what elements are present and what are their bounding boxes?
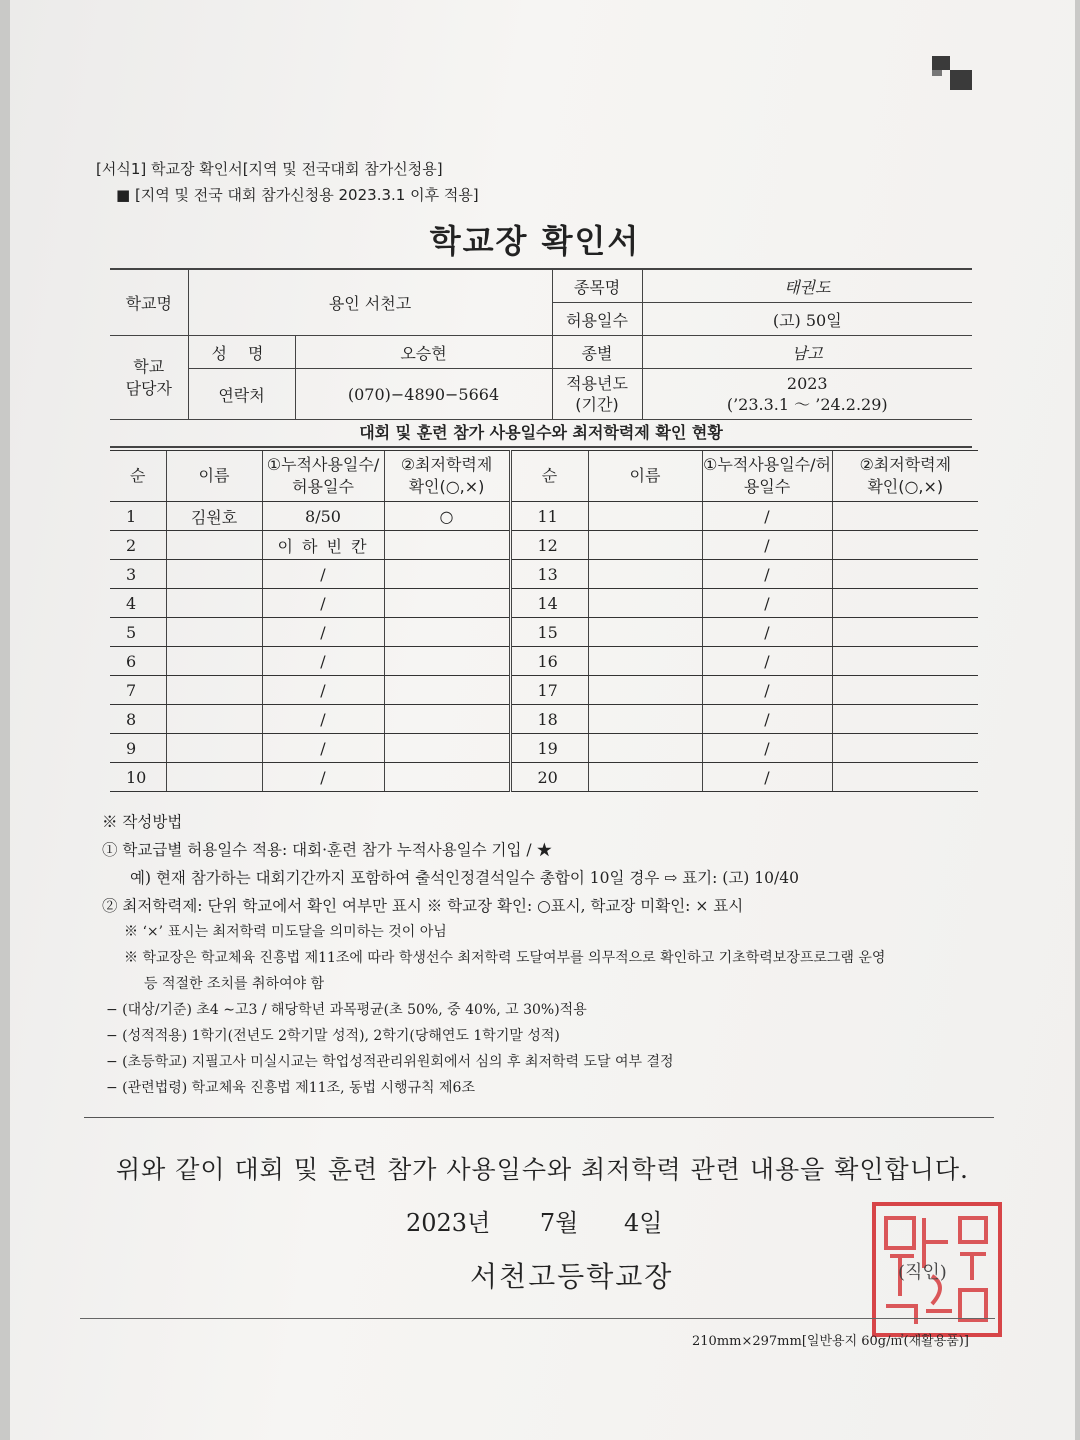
- table-cell: 김원호: [166, 502, 262, 531]
- method-line: ① 학교급별 허용일수 적용: 대회·훈련 참가 누적사용일수 기입 / ★: [102, 841, 553, 859]
- method-line: ② 최저학력제: 단위 학교에서 확인 여부만 표시 ※ 학교장 확인: ○표시, 학교장 미확인: × 표시: [102, 897, 744, 915]
- table-cell: [384, 618, 510, 647]
- table-cell: [166, 763, 262, 792]
- seal-label: (직인): [898, 1262, 947, 1283]
- principal-name: 서천고등학교장: [470, 1260, 674, 1293]
- table-cell: [166, 560, 262, 589]
- table-cell: /: [702, 763, 832, 792]
- table-cell: [166, 676, 262, 705]
- table-cell: [832, 676, 978, 705]
- table-cell: /: [702, 734, 832, 763]
- table-cell: [384, 734, 510, 763]
- table-cell: 5: [110, 618, 166, 647]
- column-header: 순: [110, 451, 166, 502]
- table-cell: [384, 560, 510, 589]
- table-cell: /: [702, 676, 832, 705]
- table-cell: [384, 647, 510, 676]
- table-cell: [832, 734, 978, 763]
- table-cell: 17: [510, 676, 588, 705]
- table-cell: 8: [110, 705, 166, 734]
- table-cell: [832, 531, 978, 560]
- table-cell: [588, 676, 702, 705]
- name-label: 성 명: [188, 336, 295, 369]
- table-cell: /: [702, 647, 832, 676]
- table-cell: [832, 647, 978, 676]
- year-label: 적용년도 (기간): [552, 369, 642, 420]
- method-line: − (성적적용) 1학기(전년도 2학기말 성적), 2학기(당해연도 1학기말 성적): [106, 1028, 560, 1044]
- column-header: 순: [510, 451, 588, 502]
- table-cell: [166, 734, 262, 763]
- table-cell: /: [702, 705, 832, 734]
- table-cell: 6: [110, 647, 166, 676]
- method-line: ※ 학교장은 학교체육 진흥법 제11조에 따라 학생선수 최저학력 도달여부를 의무적으로 확인하고 기초학력보장프로그램 운영: [124, 950, 886, 966]
- table-cell: [588, 647, 702, 676]
- method-line: 예) 현재 참가하는 대회기간까지 포함하여 출석인정결석일수 총합이 10일 경우 ⇨ 표기: (고) 10/40: [130, 869, 799, 887]
- table-cell: [166, 647, 262, 676]
- paper-spec: 210mm×297mm[일반용지 60g/㎡(재활용품)]: [692, 1334, 969, 1349]
- contact-label: 연락처: [188, 369, 295, 420]
- column-header: 이름: [166, 451, 262, 502]
- name-value: 오승현: [295, 336, 552, 369]
- table-cell: /: [702, 502, 832, 531]
- method-line: 등 적절한 조치를 취하여야 함: [144, 976, 325, 992]
- table-row: [110, 531, 978, 560]
- table-row: [110, 502, 978, 531]
- form-label: [서식1] 학교장 확인서[지역 및 전국대회 참가신청용]: [96, 160, 443, 178]
- method-title: ※ 작성방법: [102, 813, 183, 831]
- table-cell: [384, 589, 510, 618]
- table-cell: 8/50: [262, 502, 384, 531]
- table-cell: [384, 531, 510, 560]
- table-cell: 이 하 빈 칸: [262, 531, 384, 560]
- issue-date: [406, 1203, 662, 1238]
- table-cell: 18: [510, 705, 588, 734]
- table-cell: 1: [110, 502, 166, 531]
- table-cell: /: [702, 560, 832, 589]
- table-cell: /: [702, 618, 832, 647]
- sport-value: 태권도: [642, 269, 972, 303]
- table-cell: [588, 763, 702, 792]
- allowed-label: 허용일수: [552, 303, 642, 336]
- table-cell: /: [262, 618, 384, 647]
- table-cell: /: [262, 589, 384, 618]
- divider: [84, 1117, 994, 1118]
- year-cell: [642, 369, 972, 420]
- period-value: (’23.3.1 ～ ’24.2.29): [726, 395, 888, 414]
- table-cell: 7: [110, 676, 166, 705]
- confirm-statement: 위와 같이 대회 및 훈련 참가 사용일수와 최저학력 관련 내용을 확인합니다.: [116, 1155, 969, 1184]
- table-cell: [384, 676, 510, 705]
- table-cell: [166, 531, 262, 560]
- corner-mark-icon: [932, 56, 972, 90]
- table-cell: /: [262, 734, 384, 763]
- allowed-value: (고) 50일: [642, 303, 972, 336]
- contact-value: (070)−4890−5664: [295, 369, 552, 420]
- table-row: [110, 560, 978, 589]
- table-row: [110, 734, 978, 763]
- table-cell: 12: [510, 531, 588, 560]
- info-table: [110, 268, 972, 420]
- table-cell: [832, 589, 978, 618]
- table-cell: [166, 618, 262, 647]
- table-cell: /: [262, 705, 384, 734]
- date-year: 2023년: [406, 1209, 491, 1237]
- method-line: − (초등학교) 지필고사 미실시교는 학업성적관리위원회에서 심의 후 최저학력 도달 여부 결정: [106, 1054, 674, 1070]
- school-label: 학교명: [110, 269, 188, 336]
- method-line: − (관련법령) 학교체육 진흥법 제11조, 동법 시행규칙 제6조: [106, 1080, 475, 1096]
- table-cell: /: [262, 676, 384, 705]
- table-cell: 4: [110, 589, 166, 618]
- category-label: 종별: [552, 336, 642, 369]
- manager-label: 학교 담당자: [110, 336, 188, 420]
- table-row: [110, 589, 978, 618]
- table-row: [110, 647, 978, 676]
- footer-divider: [80, 1318, 995, 1319]
- table-cell: /: [262, 560, 384, 589]
- table-cell: [384, 705, 510, 734]
- table-cell: [588, 618, 702, 647]
- table-cell: [588, 589, 702, 618]
- column-header: ②최저학력제 확인(○,×): [384, 451, 510, 502]
- table-cell: [588, 531, 702, 560]
- column-header: ①누적사용일수/허 용일수: [702, 451, 832, 502]
- table-cell: [832, 502, 978, 531]
- table-row: [110, 763, 978, 792]
- table-cell: [832, 705, 978, 734]
- year-value: 2023: [786, 374, 828, 393]
- date-day: 4일: [624, 1209, 663, 1237]
- table-cell: /: [702, 531, 832, 560]
- table-cell: [166, 705, 262, 734]
- table-cell: 13: [510, 560, 588, 589]
- table-cell: [832, 560, 978, 589]
- table-cell: 11: [510, 502, 588, 531]
- table-cell: 2: [110, 531, 166, 560]
- table-cell: 14: [510, 589, 588, 618]
- table-cell: [832, 618, 978, 647]
- table-row: [110, 705, 978, 734]
- apply-note: ■ [지역 및 전국 대회 참가신청용 2023.3.1 이후 적용]: [116, 186, 479, 204]
- table-cell: [832, 763, 978, 792]
- category-value: 남고: [642, 336, 972, 369]
- table-cell: ○: [384, 502, 510, 531]
- school-value: 용인 서천고: [188, 269, 552, 336]
- table-cell: 10: [110, 763, 166, 792]
- table-cell: [588, 734, 702, 763]
- document-paper: [10, 0, 1075, 1440]
- table-cell: 20: [510, 763, 588, 792]
- table-cell: [384, 763, 510, 792]
- table-cell: 15: [510, 618, 588, 647]
- column-header: 이름: [588, 451, 702, 502]
- method-line: ※ ‘×’ 표시는 최저학력 미도달을 의미하는 것이 아님: [124, 924, 447, 940]
- table-cell: 3: [110, 560, 166, 589]
- table-cell: /: [702, 589, 832, 618]
- column-header: ②최저학력제 확인(○,×): [832, 451, 978, 502]
- table-header-row: [110, 451, 978, 502]
- table-cell: [166, 589, 262, 618]
- table-cell: 16: [510, 647, 588, 676]
- method-line: − (대상/기준) 초4 ∼고3 / 해당학년 과목평균(초 50%, 중 40%, 고 30%)적용: [106, 1002, 587, 1018]
- table-cell: 19: [510, 734, 588, 763]
- table-cell: 9: [110, 734, 166, 763]
- date-month: 7월: [539, 1209, 579, 1237]
- table-row: [110, 676, 978, 705]
- column-header: ①누적사용일수/ 허용일수: [262, 451, 384, 502]
- table-cell: [588, 560, 702, 589]
- usage-table: [110, 450, 978, 792]
- page-title: 학교장 확인서: [429, 222, 641, 260]
- sport-label: 종목명: [552, 269, 642, 303]
- table-cell: /: [262, 647, 384, 676]
- table-cell: /: [262, 763, 384, 792]
- table-cell: [588, 502, 702, 531]
- summary-title: 대회 및 훈련 참가 사용일수와 최저학력제 확인 현황: [110, 419, 972, 448]
- table-row: [110, 618, 978, 647]
- table-cell: [588, 705, 702, 734]
